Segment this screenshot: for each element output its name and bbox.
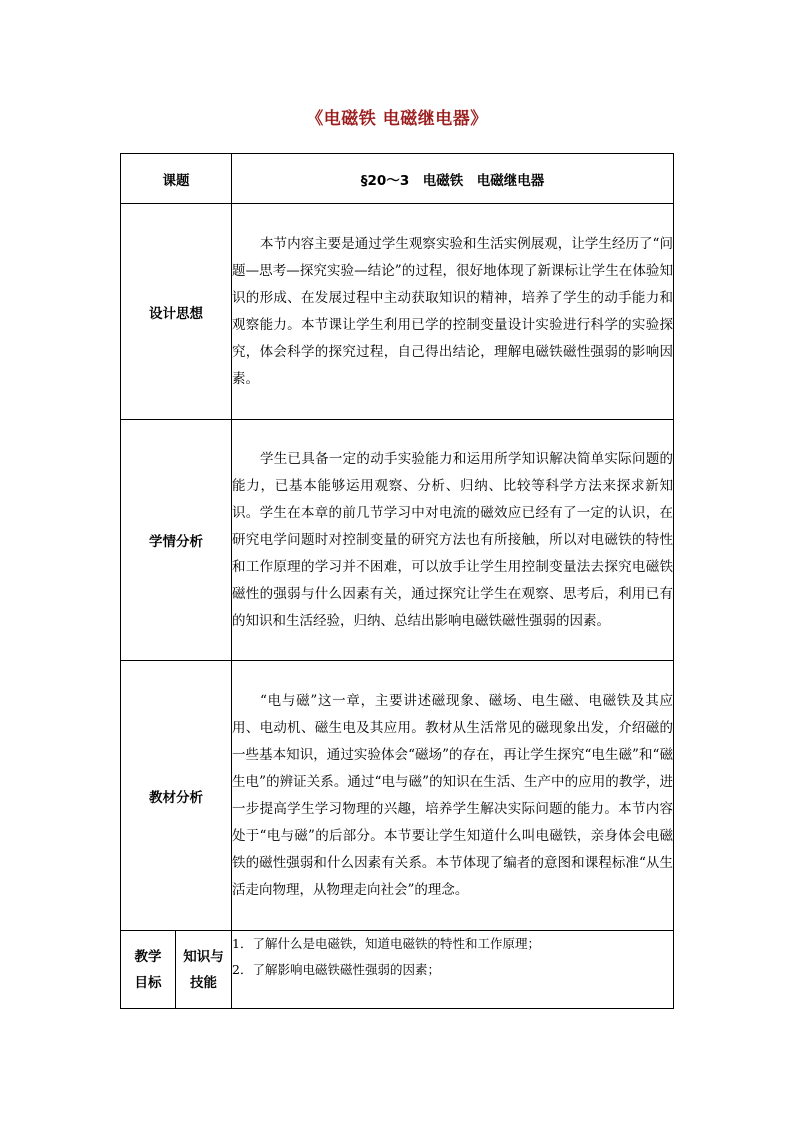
document-title: 《电磁铁 电磁继电器》 [306, 109, 488, 129]
student-label: 学情分析 [121, 420, 232, 661]
design-text: 本节内容主要是通过学生观察实验和生活实例展观，让学生经历了“问题—思考—探究实验—结论”的过程，很好地体现了新课标让学生在体验知识的形成、在发展过程中主动获取知识的精神，培养了学生的动手能力和观察能力。本节课让学生利用已学的控制变量设计实验进行科学的实验探究，体会科学的探究过程，自己得出结论，理解电磁铁磁性强弱的影响因素。 [232, 204, 674, 420]
material-label: 教材分析 [121, 661, 232, 931]
student-row [121, 420, 674, 661]
knowledge-label [176, 931, 232, 1009]
knowledge-label-line-1: 知识与 [183, 948, 224, 965]
goal-label [121, 931, 176, 1009]
student-text: 学生已具备一定的动手实验能力和运用所学知识解决简单实际问题的能力，已基本能够运用观察、分析、归纳、比较等科学方法来探求新知识。学生在本章的前几节学习中对电流的磁效应已经有了一定的认识，在研究电学问题时对控制变量的研究方法也有所接触，所以对电磁铁的特性和工作原理的学习并不困难，可以放手让学生用控制变量法去探究电磁铁磁性的强弱与什么因素有关，通过探究让学生在观察、思考后，利用已有的知识和生活经验，归纳、总结出影响电磁铁磁性强弱的因素。 [232, 420, 674, 661]
knowledge-label-line-2: 技能 [190, 974, 217, 991]
topic-value: §20～3 电磁铁 电磁继电器 [232, 154, 674, 204]
objectives-row [121, 931, 674, 1009]
goal-label-line-2: 目标 [134, 974, 162, 991]
topic-row [121, 154, 674, 204]
objective-item: 1．了解什么是电磁铁，知道电磁铁的特性和工作原理； [232, 936, 540, 951]
lesson-plan-table [120, 153, 674, 1009]
material-row [121, 661, 674, 931]
goal-label-line-1: 教学 [134, 948, 162, 965]
material-text: “电与磁”这一章，主要讲述磁现象、磁场、电生磁、电磁铁及其应用、电动机、磁生电及其应用。教材从生活常见的磁现象出发，介绍磁的一些基本知识，通过实验体会“磁场”的存在，再让学生探究“电生磁”和“磁生电”的辨证关系。通过“电与磁”的知识在生活、生产中的应用的教学，进一步提高学生学习物理的兴趣，培养学生解决实际问题的能力。本节内容处于“电与磁”的后部分。本节要让学生知道什么叫电磁铁，亲身体会电磁铁的磁性强弱和什么因素有关系。本节体现了编者的意图和课程标准“从生活走向物理，从物理走向社会”的理念。 [232, 661, 674, 931]
objectives-list [232, 931, 674, 1009]
design-row [121, 204, 674, 420]
topic-label: 课题 [121, 154, 232, 204]
design-label: 设计思想 [121, 204, 232, 420]
objective-item: 2．了解影响电磁铁磁性强弱的因素； [232, 962, 440, 977]
